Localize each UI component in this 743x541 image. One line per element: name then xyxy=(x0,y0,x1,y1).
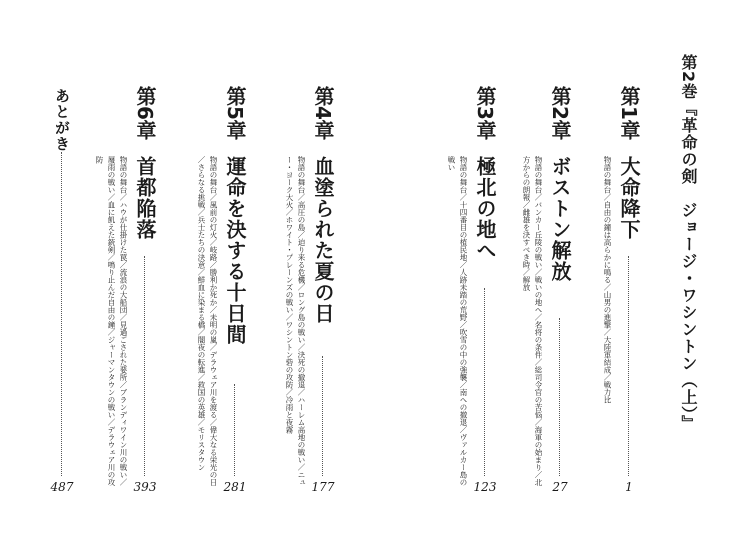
chapter-page-number: 1 xyxy=(625,480,633,494)
afterword xyxy=(48,86,82,496)
chapter-title: 血塗られた夏の日 xyxy=(311,156,335,324)
chapter-subtitle: 物語の舞台／ハウが仕掛けた罠／流浪の大船団／見過ごされた要所／ブランディワイン川の戦い／蜃雨の戦い／血に飢えた銃剣／鳴り止んだ自由の鐘／ジャーマンタウンの戦い／デラウェア川の攻防 xyxy=(95,156,128,486)
chapter-5 xyxy=(178,86,254,496)
toc-leader xyxy=(322,356,325,476)
chapter-label: 第4章 xyxy=(311,86,335,140)
afterword-page-number: 487 xyxy=(50,480,74,494)
chapter-subtitle: 物語の舞台／風前の灯火／岐路／勝利か死か／未明の嵐／デラウェア川を渡る／偉大なる栄光の日／さらなる挑戦／兵士たちの決意／鮮血に染まる橋／闇夜の転進／救国の英雄／モリスタウン xyxy=(197,156,218,486)
toc-leader xyxy=(234,384,237,476)
volume-title: 第2巻『革命の剣 ジョージ・ワシントン（上）』 xyxy=(679,54,698,433)
chapter-title: ボストン解放 xyxy=(548,156,572,282)
toc-leader xyxy=(61,152,64,476)
chapter-3 xyxy=(440,86,504,496)
chapter-label: 第6章 xyxy=(133,86,157,140)
chapter-subtitle: 物語の舞台／十四番目の植民地／人跡未踏の荒野／吹雪の中の強襲／南への撤退／ヴァルカー島の戦い xyxy=(447,156,468,486)
afterword-title: あとがき xyxy=(53,88,71,152)
chapter-1 xyxy=(596,86,648,496)
chapter-subtitle: 物語の舞台／バンカー丘陵の戦い／戦いの地へ／名将の条件／総司令官の苦悩／海軍の始まり／北方からの朗報／雌雄を決すべき時／解放 xyxy=(522,156,543,486)
chapter-page-number: 281 xyxy=(223,480,247,494)
chapter-page-number: 393 xyxy=(133,480,157,494)
chapter-label: 第2章 xyxy=(548,86,572,140)
chapter-label: 第5章 xyxy=(223,86,247,140)
toc-leader xyxy=(628,256,631,476)
chapter-label: 第3章 xyxy=(473,86,497,140)
chapter-label: 第1章 xyxy=(617,86,641,140)
chapter-page-number: 123 xyxy=(473,480,497,494)
chapter-title: 首都陥落 xyxy=(133,156,157,240)
chapter-2 xyxy=(515,86,579,496)
chapter-title: 大命降下 xyxy=(617,156,641,240)
chapter-page-number: 27 xyxy=(552,480,568,494)
chapter-subtitle: 物語の舞台／高圧の島／迫り来る危機／ロング島の戦い／決死の撤退／ハーレム高地の戦い／ニュー・ヨーク大火／ホワイト・プレーンズの戦い／ワシントン砦の攻防／冷雨と夜霧 xyxy=(285,156,306,486)
chapter-title: 運命を決する十日間 xyxy=(223,156,247,345)
chapter-4 xyxy=(266,86,342,496)
chapter-subtitle: 物語の舞台／自由の鐘は高らかに鳴る／山男の進撃／大陸軍結成／戦力比 xyxy=(603,156,612,404)
chapter-page-number: 177 xyxy=(311,480,335,494)
chapter-6 xyxy=(88,86,164,496)
toc-leader xyxy=(484,288,487,476)
chapter-title: 極北の地へ xyxy=(473,156,497,261)
toc-leader xyxy=(559,318,562,476)
toc-leader xyxy=(144,256,147,476)
